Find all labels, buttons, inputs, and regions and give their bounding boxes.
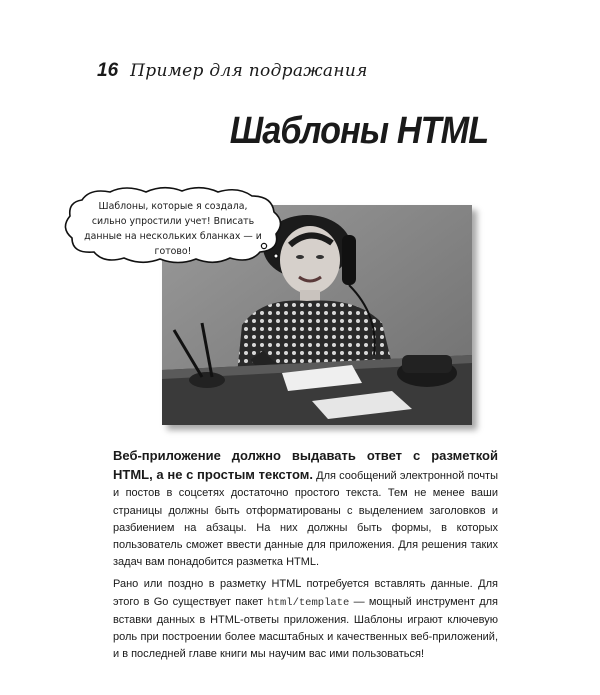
page-title: Шаблоны HTML — [229, 110, 488, 152]
paragraph-2-end: — мощный инструмент для вставки данных в HTML-ответы приложения. Шаблоны играют ключевую роль при построении более масштабных и качественных веб-приложений, и в последней главе книги мы научим вас ими пользоваться! — [113, 595, 498, 661]
body-text — [113, 447, 498, 668]
chapter-subtitle: Пример для подражания — [130, 61, 368, 81]
paragraph-1-rest: Для сообщений электронной почты и постов в соцсетях достаточно простого текста. Тем не менее ваши страницы должны быть отформатированы с выделением заголовков и разбиением на абзацы. На них должны быть формы, в которых пользователь сможет ввести данные для приложения. Для решения таких задач вам понадобится разметка HTML. — [113, 470, 498, 569]
paragraph-1 — [113, 447, 498, 571]
page-number: 16 — [97, 60, 119, 81]
paragraph-2-start: Рано или поздно в разметку HTML потребуется вставлять данные. Для этого в Go существует пакет — [113, 578, 498, 608]
paragraph-2 — [113, 576, 498, 663]
paragraph-1-lead: Веб-приложение должно выдавать ответ с разметкой HTML, а не с простым текстом. — [113, 448, 498, 483]
package-name-code: html/template — [267, 596, 350, 609]
speech-bubble-text: Шаблоны, которые я создала, сильно упростили учет! Вписать данные на нескольких бланках — и готово! — [84, 201, 262, 257]
chapter-header — [97, 60, 368, 82]
